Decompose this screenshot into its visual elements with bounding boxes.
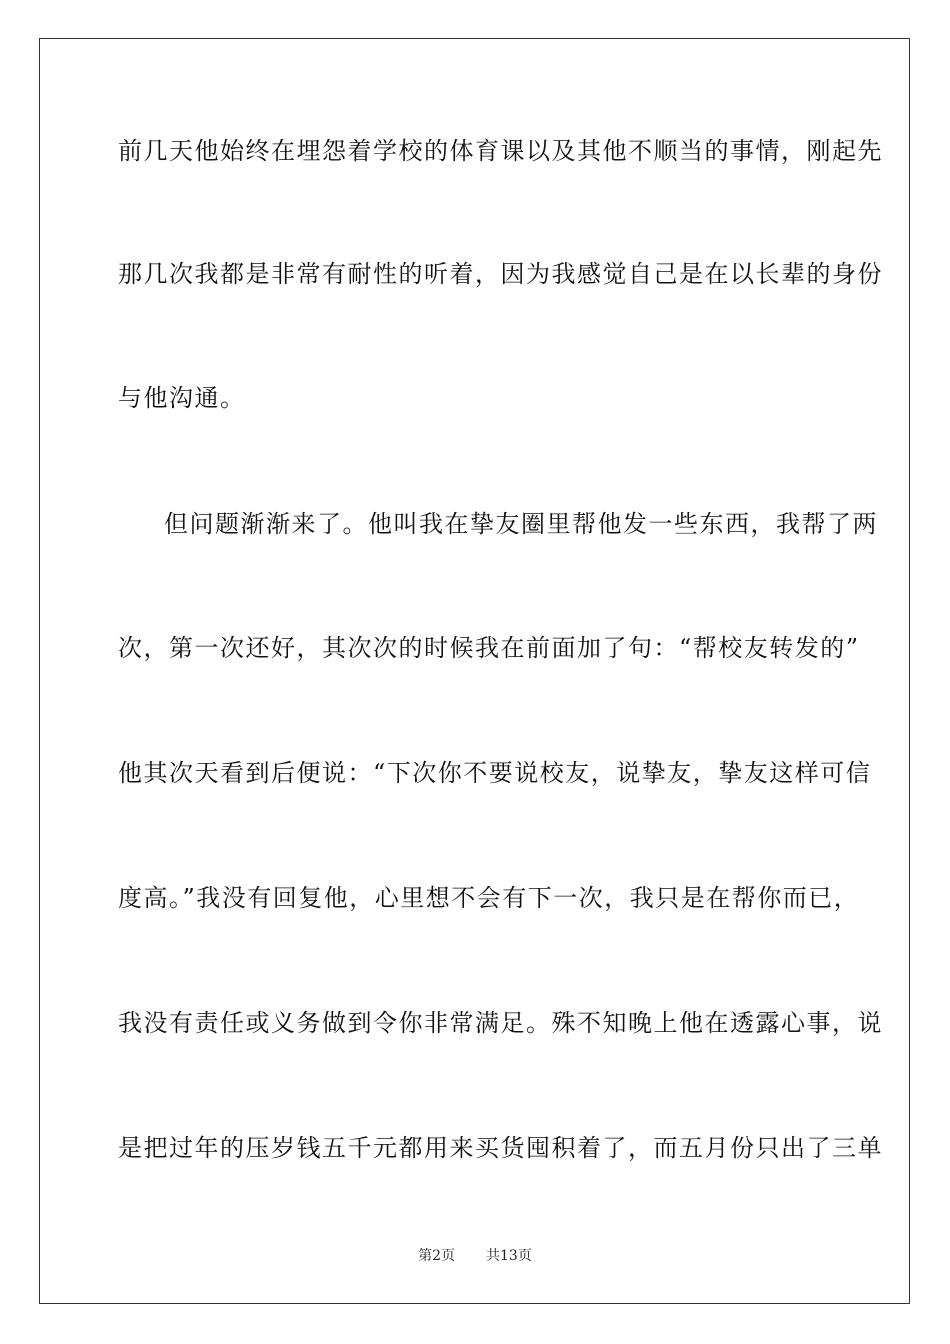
- text-line-1: 前几天他始终在埋怨着学校的体育课以及其他不顺当的事情，刚起先: [118, 137, 883, 165]
- text-line-6: 他其次天看到后便说：“下次你不要说校友，说挚友，挚友这样可信: [118, 759, 872, 787]
- text-line-2: 那几次我都是非常有耐性的听着，因为我感觉自己是在以长辈的身份: [118, 260, 883, 288]
- text-line-4: 但问题渐渐来了。他叫我在挚友圈里帮他发一些东西，我帮了两: [164, 510, 878, 538]
- page-number: 第2页: [418, 1248, 456, 1264]
- page-total: 共13页: [486, 1248, 532, 1264]
- text-line-3: 与他沟通。: [118, 384, 246, 412]
- text-line-8: 我没有责任或义务做到令你非常满足。殊不知晚上他在透露心事，说: [118, 1009, 883, 1037]
- text-line-5: 次，第一次还好，其次次的时候我在前面加了句：“帮校友转发的”: [118, 634, 860, 662]
- page-footer: [0, 1246, 950, 1266]
- text-line-9: 是把过年的压岁钱五千元都用来买货囤积着了，而五月份只出了三单: [118, 1134, 883, 1162]
- text-line-7: 度高。”我没有回复他，心里想不会有下一次，我只是在帮你而已，: [118, 884, 860, 912]
- page-border: [39, 38, 910, 1304]
